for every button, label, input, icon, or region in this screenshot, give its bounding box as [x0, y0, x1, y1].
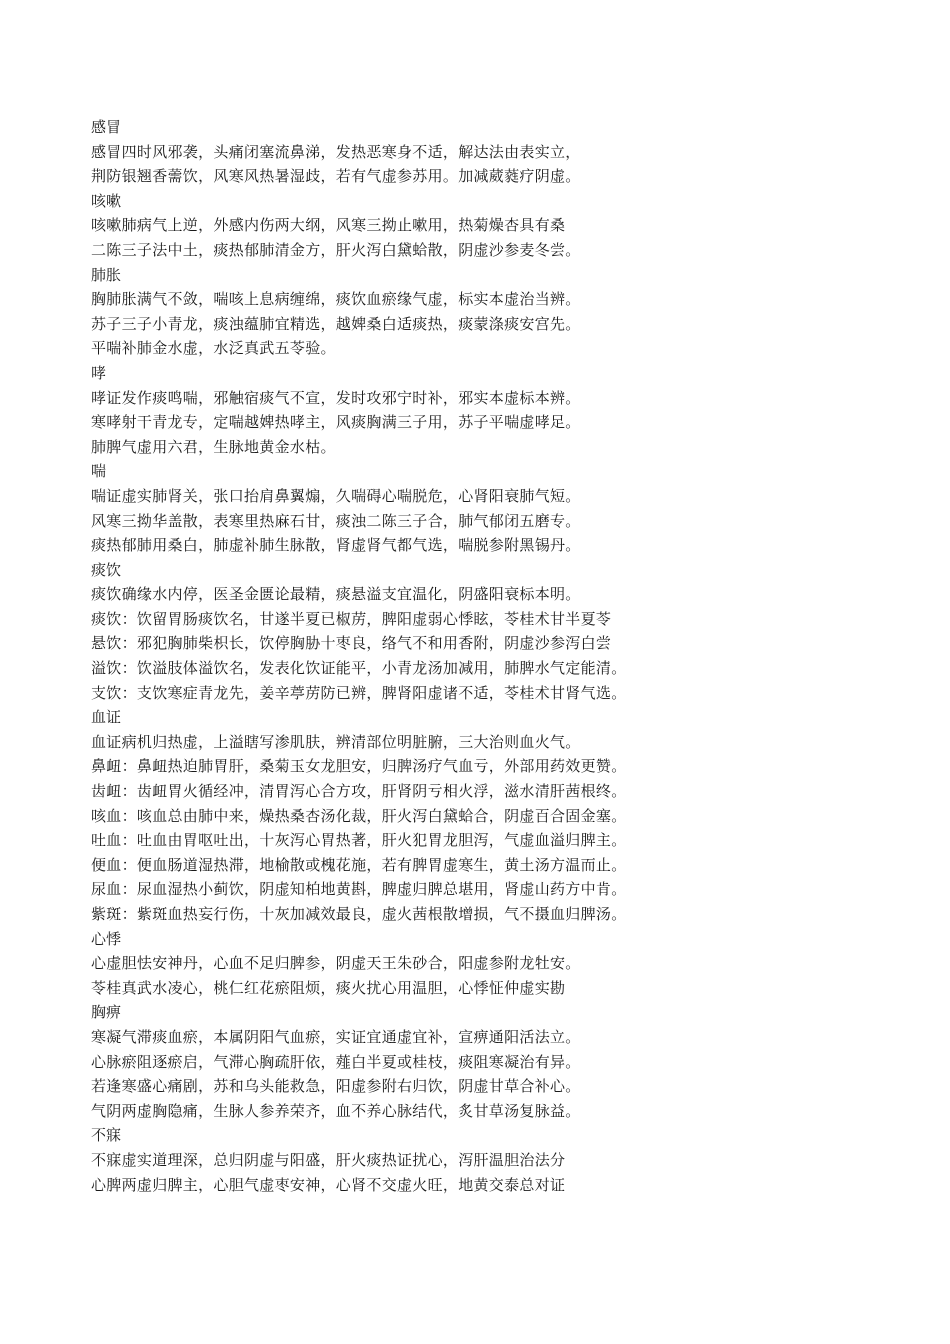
- verse-line: 血证病机归热虚，上溢瞎写渗肌肤，辨清部位明脏腑，三大治则血火气。: [91, 732, 581, 751]
- section-heading: 不寐: [91, 1126, 122, 1145]
- verse-line: 吐血：吐血由胃呕吐出，十灰泻心胃热著，肝火犯胃龙胆泻，气虚血溢归脾主。: [91, 831, 627, 850]
- verse-line: 肺脾气虚用六君，生脉地黄金水枯。: [91, 437, 336, 456]
- verse-line: 心脉瘀阻逐瘀启，气滞心胸疏肝依，薤白半夏或桂枝，痰阻寒凝治有异。: [91, 1052, 581, 1071]
- verse-line: 痰饮：饮留胃肠痰饮名，甘遂半夏已椒苈，脾阳虚弱心悸眩，苓桂术甘半夏苓: [91, 609, 612, 628]
- verse-line: 风寒三拗华盖散，表寒里热麻石甘，痰浊二陈三子合，肺气郁闭五磨专。: [91, 511, 581, 530]
- section-heading: 血证: [91, 708, 122, 727]
- verse-line: 寒哮射干青龙专，定喘越婢热哮主，风痰胸满三子用，苏子平喘虚哮足。: [91, 413, 581, 432]
- section-heading: 肺胀: [91, 265, 122, 284]
- verse-line: 尿血：尿血湿热小蓟饮，阴虚知柏地黄斟，脾虚归脾总堪用，肾虚山药方中肯。: [91, 880, 627, 899]
- verse-line: 心虚胆怯安神丹，心血不足归脾参，阴虚天王朱砂合，阳虚参附龙牡安。: [91, 954, 581, 973]
- section: [91, 115, 691, 189]
- section: [91, 361, 691, 459]
- verse-line: 不寐虚实道理深，总归阴虚与阳盛，肝火痰热证扰心，泻肝温胆治法分: [91, 1150, 566, 1169]
- verse-line: 苏子三子小青龙，痰浊蕴肺宜精选，越婢桑白适痰热，痰蒙涤痰安宫先。: [91, 314, 581, 333]
- section-heading: 胸痹: [91, 1003, 122, 1022]
- verse-line: 哮证发作痰鸣喘，邪触宿痰气不宣，发时攻邪宁时补，邪实本虚标本辨。: [91, 388, 581, 407]
- section-heading: 痰饮: [91, 560, 122, 579]
- verse-line: 溢饮：饮溢肢体溢饮名，发表化饮证能平，小青龙汤加减用，肺脾水气定能清。: [91, 659, 627, 678]
- document-body: [91, 115, 691, 1197]
- verse-line: 感冒四时风邪袭，头痛闭塞流鼻涕，发热恶寒身不适，解达法由表实立，: [91, 142, 581, 161]
- verse-line: 荆防银翘香薷饮，风寒风热暑湿歧，若有气虚参苏用。加减葳蕤疗阴虚。: [91, 167, 581, 186]
- section: [91, 558, 691, 706]
- verse-line: 鼻衄：鼻衄热迫肺胃肝，桑菊玉女龙胆安，归脾汤疗气血亏，外部用药效更赞。: [91, 757, 627, 776]
- section: [91, 1000, 691, 1123]
- section-heading: 喘: [91, 462, 107, 481]
- verse-line: 心脾两虚归脾主，心胆气虚枣安神，心肾不交虚火旺，地黄交泰总对证: [91, 1175, 566, 1194]
- section: [91, 263, 691, 361]
- verse-line: 气阴两虚胸隐痛，生脉人参养荣齐，血不养心脉结代，炙甘草汤复脉益。: [91, 1101, 581, 1120]
- section: [91, 459, 691, 557]
- verse-line: 便血：便血肠道湿热滞，地榆散或槐花施，若有脾胃虚寒生，黄土汤方温而止。: [91, 855, 627, 874]
- verse-line: 胸肺胀满气不敛，喘咳上息病缠绵，痰饮血瘀缘气虚，标实本虚治当辨。: [91, 290, 581, 309]
- section: [91, 189, 691, 263]
- section-heading: 心悸: [91, 929, 122, 948]
- verse-line: 支饮：支饮寒症青龙先，姜辛葶苈防已辨，脾肾阳虚诸不适，苓桂术甘肾气选。: [91, 683, 627, 702]
- verse-line: 寒凝气滞痰血瘀，本属阴阳气血瘀，实证宜通虚宜补，宣痹通阳活法立。: [91, 1027, 581, 1046]
- section: [91, 927, 691, 1001]
- verse-line: 痰热郁肺用桑白，肺虚补肺生脉散，肾虚肾气都气选，喘脱参附黑锡丹。: [91, 536, 581, 555]
- verse-line: 平喘补肺金水虚，水泛真武五苓验。: [91, 339, 336, 358]
- section-heading: 哮: [91, 363, 107, 382]
- section-heading: 感冒: [91, 118, 122, 136]
- verse-line: 苓桂真武水凌心，桃仁红花瘀阻烦，痰火扰心用温胆，心悸怔仲虚实勘: [91, 978, 566, 997]
- verse-line: 咳血：咳血总由肺中来，燥热桑杏汤化裁，肝火泻白黛蛤合，阴虚百合固金塞。: [91, 806, 627, 825]
- section: [91, 1123, 691, 1197]
- verse-line: 痰饮确缘水内停，医圣金匮论最精，痰悬溢支宜温化，阴盛阳衰标本明。: [91, 585, 581, 604]
- section-heading: 咳嗽: [91, 191, 122, 210]
- verse-line: 紫斑：紫斑血热妄行伤，十灰加减效最良，虚火茜根散增损，气不摄血归脾汤。: [91, 905, 627, 923]
- verse-line: 若逢寒盛心痛剧，苏和乌头能救急，阳虚参附右归饮，阴虚甘草合补心。: [91, 1077, 581, 1096]
- verse-line: 悬饮：邪犯胸肺柴枳长，饮停胸胁十枣良，络气不和用香附，阴虚沙参泻白尝: [91, 634, 612, 653]
- verse-line: 齿衄：齿衄胃火循经冲，清胃泻心合方攻，肝肾阴亏相火浮，滋水清肝茜根终。: [91, 782, 627, 801]
- verse-line: 二陈三子法中土，痰热郁肺清金方，肝火泻白黛蛤散，阴虚沙参麦冬尝。: [91, 240, 581, 259]
- verse-line: 喘证虚实肺肾关，张口抬肩鼻翼煽，久喘碍心喘脱危，心肾阳衰肺气短。: [91, 486, 581, 505]
- verse-line: 咳嗽肺病气上逆，外感内伤两大纲，风寒三拗止嗽用，热菊燥杏具有桑: [91, 216, 566, 235]
- section: [91, 705, 691, 926]
